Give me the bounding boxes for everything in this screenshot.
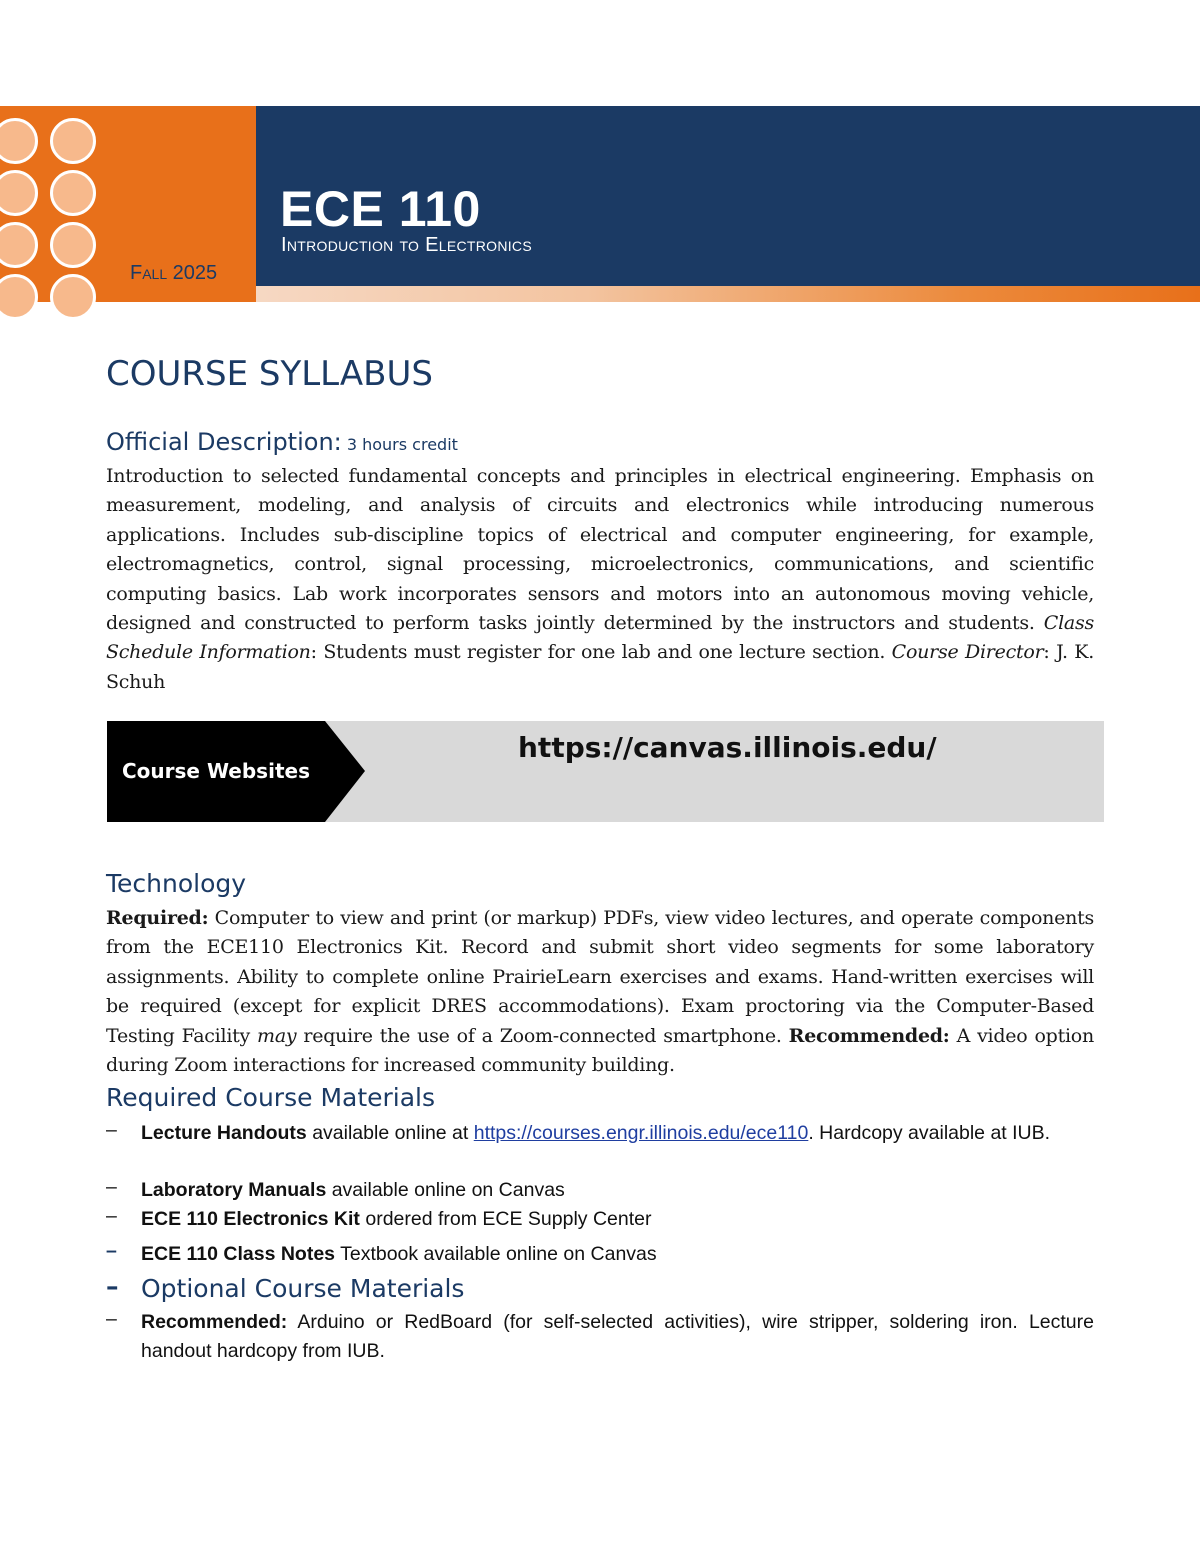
required-text-2: require the use of a Zoom-connected smartphone. xyxy=(296,1024,782,1047)
item-text: Arduino or RedBoard (for self-selected activities), wire stripper, soldering iron. Lecture handout hardcopy from IUB. xyxy=(141,1311,1094,1362)
item-text: ordered from ECE Supply Center xyxy=(359,1208,652,1230)
item-text-after: . Hardcopy available at IUB. xyxy=(808,1122,1051,1144)
recommended-label: Recommended: xyxy=(788,1024,950,1047)
dash-bullet: – xyxy=(106,1176,117,1198)
recommended-text: A video option during Zoom interactions for increased community building. xyxy=(106,1024,1094,1077)
canvas-link[interactable]: https://canvas.illinois.edu/ xyxy=(518,731,937,764)
item-text: available online at xyxy=(306,1122,474,1144)
official-description-heading xyxy=(106,428,1094,456)
required-text-1: Computer to view and print (or markup) PDFs, view video lectures, and operate components from the ECE110 Electronics Kit. Record and submit short video segments for some laboratory assignments. Ability to complete online PrairieLearn exercises and exams. Hand-written exercises will be required (except for explicit DRES accommodations). Exam proctoring via the Computer-Based Testing Facility xyxy=(106,907,1094,1047)
item-bold: Recommended: xyxy=(141,1311,288,1333)
list-item-text xyxy=(141,1176,1094,1205)
list-item-text xyxy=(141,1205,1094,1234)
schedule-text: : Students must register for one lab and one lecture section. xyxy=(310,641,886,664)
decorative-circles-icon xyxy=(0,118,110,318)
item-bold: ECE 110 Electronics Kit xyxy=(141,1208,360,1230)
technology-body xyxy=(106,904,1094,1080)
list-item-text xyxy=(141,1240,1094,1269)
official-description-body xyxy=(106,462,1094,697)
item-bold: Laboratory Manuals xyxy=(141,1179,327,1201)
required-label: Required: xyxy=(106,907,209,929)
dash-bullet: – xyxy=(106,1240,117,1262)
header-gradient-strip xyxy=(256,286,1200,302)
course-websites-label: Course Websites xyxy=(122,759,310,783)
description-text: Introduction to selected fundamental concepts and principles in electrical engineering. Emphasis on measurement, modeling, and analysis of circuits and electronics while introducing numerous applications. Includes sub-discipline topics of electrical and computer engineering, for example, electromagnetics, control, signal processing, microelectronics, communications, and scientific computing basics. Lab work incorporates sensors and motors into an autonomous moving vehicle, designed and constructed to perform tasks jointly determined by the instructors and students. xyxy=(106,465,1094,635)
required-emphasis: may xyxy=(257,1024,297,1047)
schedule-label: Class Schedule Information xyxy=(106,612,1094,664)
course-code: ECE 110 xyxy=(280,181,481,237)
term-label: Fall 2025 xyxy=(130,262,218,284)
official-description-label: Official Description: xyxy=(106,428,342,456)
item-bold: ECE 110 Class Notes xyxy=(141,1243,336,1265)
required-materials-heading: Required Course Materials xyxy=(106,1083,436,1112)
course-websites-box xyxy=(107,721,1104,822)
dash-bullet: – xyxy=(106,1308,117,1330)
lecture-handouts-link[interactable]: https://courses.engr.illinois.edu/ece110 xyxy=(473,1122,809,1144)
item-bold: Lecture Handouts xyxy=(141,1122,307,1144)
technology-heading: Technology xyxy=(106,869,247,898)
page-title: COURSE SYLLABUS xyxy=(106,354,433,394)
dash-bullet: – xyxy=(106,1205,117,1227)
director-label: Course Director xyxy=(891,641,1044,664)
director-text: : J. K. Schuh xyxy=(106,641,1095,693)
course-title: Introduction to Electronics xyxy=(281,234,532,256)
list-item-text xyxy=(141,1308,1094,1366)
list-item-text xyxy=(141,1119,1094,1148)
dash-bullet: – xyxy=(106,1119,117,1141)
optional-materials-heading: Optional Course Materials xyxy=(141,1274,465,1303)
item-text: available online on Canvas xyxy=(326,1179,565,1201)
credit-hours: 3 hours credit xyxy=(346,435,458,454)
dash-bullet: – xyxy=(106,1272,119,1301)
item-text: Textbook available online on Canvas xyxy=(335,1243,657,1265)
